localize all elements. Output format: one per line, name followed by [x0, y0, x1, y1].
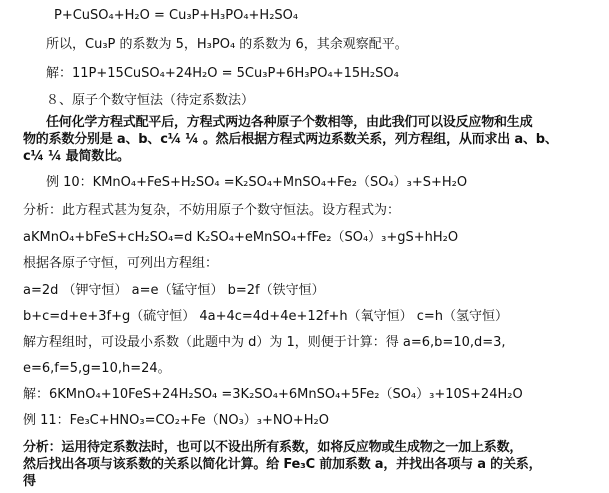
paragraph-line: 物的系数分别是 a、b、c¼ ¼ 。然后根据方程式两边系数关系，列方程组，从而求出 a、b、: [23, 132, 558, 147]
equation-system-line: b+c=d+e+3f+g（硫守恒） 4a+4c=4d+4e+12f+h（氧守恒） c=h（氢守恒）: [23, 309, 509, 324]
example-line: 例 11：Fe₃C+HNO₃=CO₂+Fe（NO₃）₃+NO+H₂O: [23, 413, 329, 428]
analysis-line: 分析：运用待定系数法时，也可以不设出所有系数，如将反应物或生成物之一加上系数，: [23, 440, 523, 455]
solution-line: 解：6KMnO₄+10FeS+24H₂SO₄ =3K₂SO₄+6MnSO₄+5Fe₂（SO₄）₃+10S+24H₂O: [23, 387, 523, 402]
text-line: e=6,f=5,g=10,h=24。: [23, 361, 171, 376]
paragraph-line: c¼ ¼ 最简数比。: [23, 149, 130, 164]
section-heading: ８、原子个数守恒法（待定系数法）: [46, 93, 255, 108]
analysis-line: 得: [23, 474, 36, 489]
text-line: 解方程组时，可设最小系数（此题中为 d）为 1，则便于计算：得 a=6,b=10,d=3,: [23, 335, 506, 350]
analysis-line: 分析：此方程式甚为复杂，不妨用原子个数守恒法。设方程式为：: [23, 203, 401, 218]
equation-system-line: a=2d （钾守恒） a=e（锰守恒） b=2f（铁守恒）: [23, 283, 325, 298]
paragraph-line: 任何化学方程式配平后，方程式两边各种原子个数相等，由此我们可以设反应物和生成: [46, 115, 533, 130]
text-line: 所以，Cu₃P 的系数为 5，H₃PO₄ 的系数为 6，其余观察配平。: [46, 37, 408, 52]
analysis-line: 然后找出各项与该系数的关系以简化计算。给 Fe₃C 前加系数 a，并找出各项与 a 的关系，: [23, 457, 542, 472]
text-line: 根据各原子守恒，可列出方程组：: [23, 256, 219, 271]
equation-line: P+CuSO₄+H₂O = Cu₃P+H₃PO₄+H₂SO₄: [54, 8, 299, 23]
equation-line: aKMnO₄+bFeS+cH₂SO₄=d K₂SO₄+eMnSO₄+fFe₂（SO₄）₃+gS+hH₂O: [23, 230, 459, 245]
solution-line: 解：11P+15CuSO₄+24H₂O = 5Cu₃P+6H₃PO₄+15H₂SO₄: [46, 66, 399, 81]
example-line: 例 10：KMnO₄+FeS+H₂SO₄ =K₂SO₄+MnSO₄+Fe₂（SO₄）₃+S+H₂O: [46, 175, 468, 190]
